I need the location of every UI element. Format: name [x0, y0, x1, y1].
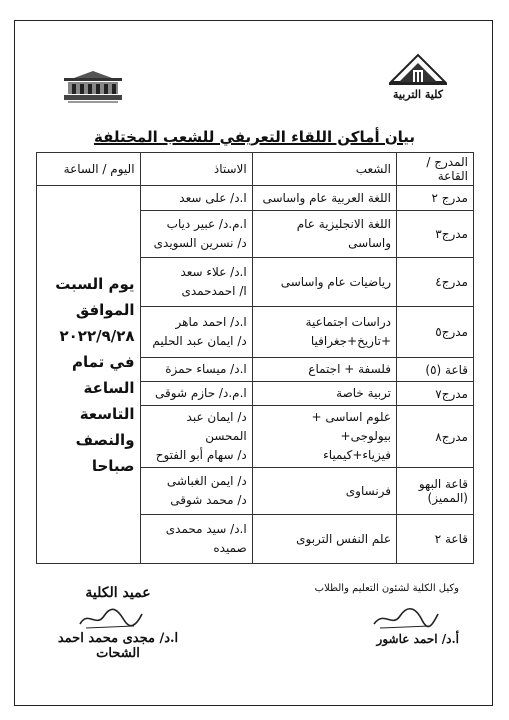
hall-cell: قاعة (٥): [397, 358, 474, 382]
professor-cell: [140, 258, 252, 307]
professor-line: ا.د/ ميساء حمزة: [165, 362, 247, 376]
professor-line: صميده: [213, 541, 247, 555]
column-header-hall: المدرج / القاعة: [397, 153, 474, 186]
hall-cell: مدرج ٢: [397, 186, 474, 211]
time-line: في تمام: [71, 352, 135, 371]
professor-cell: [140, 515, 252, 564]
dean-name: ا.د/ مجدى محمد احمد الشحات: [57, 631, 179, 661]
column-header-professor: الاستاذ: [140, 153, 252, 186]
professor-cell: [140, 358, 252, 382]
vice-dean-role: وكيل الكلية لشئون التعليم والطلاب: [314, 583, 459, 594]
time-line: الساعة: [83, 378, 135, 397]
division-line: فيزياء+كيمياء: [323, 448, 392, 462]
professor-line: د/ نسرين السويدى: [153, 236, 247, 250]
time-line: صباحا: [91, 456, 135, 475]
division-line: دراسات اجتماعية: [305, 315, 392, 329]
hall-cell: قاعة ٢: [397, 515, 474, 564]
university-logo: [62, 70, 124, 104]
division-cell: [252, 382, 396, 406]
division-cell: [252, 358, 396, 382]
faculty-logo: [383, 52, 453, 112]
professor-cell: [140, 382, 252, 406]
schedule-table: [36, 152, 474, 564]
division-line: فرنساوى: [345, 483, 392, 498]
division-line: تربية خاصة: [336, 386, 392, 400]
professor-line: ا.د/ على سعد: [179, 190, 247, 205]
hall-cell: مدرج٧: [397, 382, 474, 406]
time-line: التاسعة: [79, 404, 135, 423]
division-cell: [252, 258, 396, 307]
division-cell: [252, 468, 396, 515]
professor-line: د/ ايمان عبد المحسن: [186, 410, 247, 443]
professor-line: د/ سهام أبو الفتوح: [155, 448, 247, 462]
division-line: +تاريخ+جغرافيا: [310, 334, 392, 348]
document-title: [0, 128, 509, 146]
hall-cell: مدرج٤: [397, 258, 474, 307]
day-line: يوم السبت: [55, 274, 135, 293]
division-line: علوم اساسى + بيولوجى+: [311, 410, 392, 443]
table-header-row: [37, 153, 474, 186]
table-row: [37, 186, 474, 211]
professor-cell: [140, 186, 252, 211]
division-line: اللغة العربية عام واساسى: [262, 190, 392, 205]
faculty-emblem-icon: [389, 52, 447, 86]
professor-line: ا.د/ سيد محمدى: [165, 522, 247, 536]
faculty-logo-text: كلية التربية: [393, 88, 443, 101]
hall-cell: مدرج٣: [397, 211, 474, 258]
professor-cell: [140, 406, 252, 468]
column-header-day-time: اليوم / الساعة: [37, 153, 141, 186]
professor-cell: [140, 307, 252, 358]
hall-cell: قاعة البهو (المميز): [397, 468, 474, 515]
division-line: اللغة الانجليزية عام واساسى: [296, 217, 392, 250]
column-header-division: الشعب: [252, 153, 396, 186]
division-cell: [252, 406, 396, 468]
professor-line: د/ ايمان عبد الحليم: [152, 334, 247, 348]
university-building-icon: [62, 70, 124, 104]
date-line: ٢٠٢٢/٩/٢٨: [59, 326, 135, 345]
professor-line: د/ محمد شوقى: [170, 493, 247, 507]
professor-line: ا.م.د/ حازم شوقى: [155, 386, 247, 400]
division-cell: [252, 186, 396, 211]
vice-dean-name: أ.د/ احمد عاشور: [376, 632, 459, 646]
professor-line: د/ ايمن الغباشى: [166, 474, 247, 488]
document-title-text: بيان أماكن اللقاء التعريفي للشعب المختلفة: [93, 128, 416, 146]
division-cell: [252, 515, 396, 564]
division-cell: [252, 307, 396, 358]
hall-cell: مدرج٥: [397, 307, 474, 358]
professor-line: ا.د/ احمد ماهر: [175, 315, 247, 329]
professor-line: ا.م.د/ عبير دياب: [166, 217, 247, 231]
professor-cell: [140, 468, 252, 515]
division-line: رياضيات عام واساسى: [280, 274, 392, 289]
hall-cell: مدرج٨: [397, 406, 474, 468]
division-line: علم النفس التربوى: [296, 531, 392, 546]
professor-line: ا.د/ علاء سعد: [180, 265, 247, 279]
dean-role: عميد الكلية: [85, 585, 151, 601]
professor-line: ا/ احمدحمدى: [181, 284, 247, 298]
vice-dean-signature-icon: [370, 606, 440, 632]
dean-signature-icon: [78, 608, 144, 632]
time-line: والنصف: [75, 430, 135, 449]
day-line: الموافق: [75, 300, 135, 319]
professor-cell: [140, 211, 252, 258]
division-cell: [252, 211, 396, 258]
division-line: فلسفة + اجتماع: [308, 362, 392, 376]
day-time-cell: [37, 186, 141, 564]
